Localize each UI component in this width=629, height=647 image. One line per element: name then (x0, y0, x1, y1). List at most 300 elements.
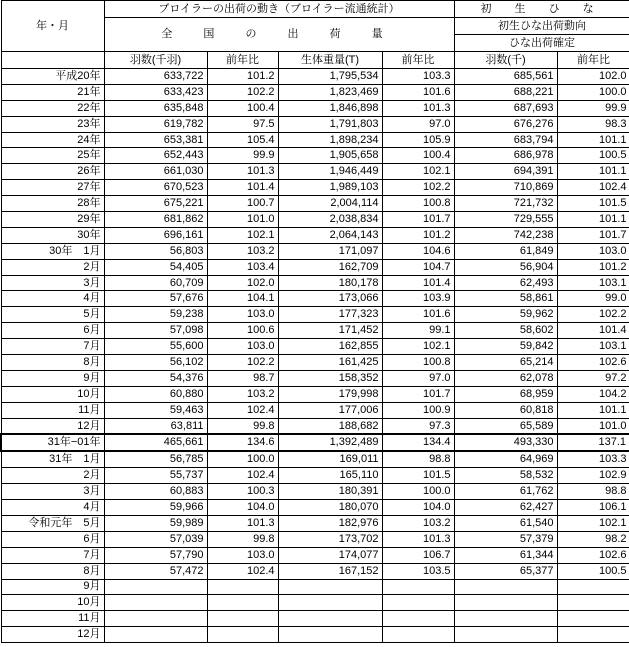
table-cell: 103.9 (382, 291, 454, 307)
table-cell: 104.1 (207, 291, 278, 307)
table-cell: 98.8 (557, 484, 629, 500)
table-cell: 676,276 (454, 116, 557, 132)
row-label: 6月 (1, 323, 104, 339)
table-cell (382, 627, 454, 643)
table-cell: 98.8 (382, 451, 454, 467)
table-cell: 161,425 (278, 355, 382, 371)
table-cell: 100.5 (557, 563, 629, 579)
table-cell: 670,523 (104, 180, 207, 196)
table-row (1, 69, 629, 85)
table-cell: 103.2 (207, 243, 278, 259)
table-cell: 742,238 (454, 227, 557, 243)
table-cell: 102.1 (382, 164, 454, 180)
table-cell: 721,732 (454, 196, 557, 212)
table-row (1, 484, 629, 500)
table-cell: 63,811 (104, 418, 207, 434)
table-cell: 174,077 (278, 547, 382, 563)
row-label: 25年 (1, 148, 104, 164)
table-cell (557, 595, 629, 611)
table-cell: 101.0 (207, 212, 278, 228)
table-cell: 101.5 (382, 468, 454, 484)
row-label: 平成20年 (1, 69, 104, 85)
table-cell: 652,443 (104, 148, 207, 164)
table-body (1, 69, 629, 643)
table-row (1, 515, 629, 531)
table-cell: 633,423 (104, 84, 207, 100)
table-row (1, 595, 629, 611)
table-cell: 104.7 (382, 259, 454, 275)
table-cell: 177,006 (278, 402, 382, 418)
table-cell: 60,709 (104, 275, 207, 291)
row-label: 26年 (1, 164, 104, 180)
table-cell: 653,381 (104, 132, 207, 148)
table-cell: 55,600 (104, 339, 207, 355)
row-label: 11月 (1, 402, 104, 418)
table-cell: 62,493 (454, 275, 557, 291)
row-label: 12月 (1, 627, 104, 643)
row-label: 10月 (1, 595, 104, 611)
table-cell: 104.6 (382, 243, 454, 259)
table-cell: 685,561 (454, 69, 557, 85)
table-cell: 102.0 (557, 69, 629, 85)
table-cell: 97.0 (382, 370, 454, 386)
table-cell: 162,709 (278, 259, 382, 275)
table-cell: 100.0 (557, 84, 629, 100)
table-cell: 180,070 (278, 500, 382, 516)
table-cell: 696,161 (104, 227, 207, 243)
table-cell (104, 595, 207, 611)
table-cell: 97.0 (382, 116, 454, 132)
table-cell (278, 611, 382, 627)
table-cell: 2,004,114 (278, 196, 382, 212)
table-cell: 100.0 (382, 484, 454, 500)
table-cell: 100.4 (207, 100, 278, 116)
table-row (1, 196, 629, 212)
table-cell: 103.5 (382, 563, 454, 579)
table-cell: 101.1 (557, 402, 629, 418)
table-cell: 99.1 (382, 323, 454, 339)
table-row (1, 275, 629, 291)
col-head-yoy: 前年比 (207, 52, 278, 69)
table-cell: 101.4 (382, 275, 454, 291)
table-cell: 65,589 (454, 418, 557, 434)
table-cell: 106.7 (382, 547, 454, 563)
table-cell: 57,098 (104, 323, 207, 339)
table-cell: 188,682 (278, 418, 382, 434)
table-row (1, 116, 629, 132)
table-cell: 65,214 (454, 355, 557, 371)
table-cell: 60,883 (104, 484, 207, 500)
table-cell: 102.4 (207, 402, 278, 418)
table-cell: 1,795,534 (278, 69, 382, 85)
table-cell: 59,238 (104, 307, 207, 323)
table-cell: 180,178 (278, 275, 382, 291)
table-cell: 137.1 (557, 434, 629, 451)
table-cell: 105.4 (207, 132, 278, 148)
national-shipment-title: 全 国 の 出 荷 量 (104, 18, 454, 52)
table-cell: 97.2 (557, 370, 629, 386)
table-cell: 98.2 (557, 531, 629, 547)
table-cell: 101.4 (207, 180, 278, 196)
table-cell: 1,392,489 (278, 434, 382, 451)
table-row (1, 323, 629, 339)
table-cell: 102.2 (207, 84, 278, 100)
table-cell: 54,376 (104, 370, 207, 386)
table-header (1, 1, 629, 69)
table-cell: 61,762 (454, 484, 557, 500)
table-cell (104, 627, 207, 643)
broiler-title: ブロイラーの出荷の動き（ブロイラー流通統計） (104, 1, 454, 18)
table-cell: 101.6 (382, 84, 454, 100)
table-cell: 102.6 (557, 355, 629, 371)
table-cell: 661,030 (104, 164, 207, 180)
table-cell: 56,102 (104, 355, 207, 371)
table-cell: 102.0 (207, 275, 278, 291)
table-cell (207, 579, 278, 595)
row-label: 11月 (1, 611, 104, 627)
table-cell: 100.7 (207, 196, 278, 212)
table-cell: 101.6 (382, 307, 454, 323)
table-cell: 182,976 (278, 515, 382, 531)
table-cell: 619,782 (104, 116, 207, 132)
table-cell: 61,540 (454, 515, 557, 531)
table-cell (557, 611, 629, 627)
table-cell (278, 627, 382, 643)
table-cell: 103.0 (557, 243, 629, 259)
table-cell: 134.4 (382, 434, 454, 451)
table-cell: 101.2 (207, 69, 278, 85)
row-label: 4月 (1, 500, 104, 516)
table-cell (207, 595, 278, 611)
table-cell: 57,379 (454, 531, 557, 547)
table-cell: 60,818 (454, 402, 557, 418)
row-label: 21年 (1, 84, 104, 100)
row-label: 31年 1月 (1, 451, 104, 467)
table-cell: 102.4 (207, 563, 278, 579)
table-row (1, 84, 629, 100)
table-row (1, 180, 629, 196)
row-label: 6月 (1, 531, 104, 547)
row-label: 7月 (1, 547, 104, 563)
table-row (1, 243, 629, 259)
table-cell: 681,862 (104, 212, 207, 228)
row-label: 8月 (1, 563, 104, 579)
table-cell: 686,978 (454, 148, 557, 164)
table-cell: 59,962 (454, 307, 557, 323)
table-row (1, 355, 629, 371)
table-cell: 103.4 (207, 259, 278, 275)
table-cell: 102.1 (207, 227, 278, 243)
table-cell: 687,693 (454, 100, 557, 116)
table-cell: 103.0 (207, 547, 278, 563)
table-cell: 99.8 (207, 418, 278, 434)
table-cell: 56,785 (104, 451, 207, 467)
table-cell: 103.2 (207, 386, 278, 402)
table-cell: 62,427 (454, 500, 557, 516)
table-cell: 180,391 (278, 484, 382, 500)
summary-row (1, 434, 629, 451)
table-cell (454, 595, 557, 611)
chick-subtitle-confirmed: ひな出荷確定 (454, 35, 629, 52)
row-label: 2月 (1, 259, 104, 275)
table-row (1, 291, 629, 307)
table-row (1, 307, 629, 323)
table-cell: 59,463 (104, 402, 207, 418)
row-label: 31年−01年 (1, 434, 104, 451)
table-row (1, 402, 629, 418)
table-cell: 106.1 (557, 500, 629, 516)
table-cell: 173,702 (278, 531, 382, 547)
table-cell: 103.3 (557, 451, 629, 467)
row-label: 28年 (1, 196, 104, 212)
table-cell: 694,391 (454, 164, 557, 180)
row-label: 27年 (1, 180, 104, 196)
table-cell: 59,842 (454, 339, 557, 355)
table-cell: 465,661 (104, 434, 207, 451)
table-row (1, 227, 629, 243)
table-cell: 61,849 (454, 243, 557, 259)
table-cell: 101.3 (382, 100, 454, 116)
col-head-weight: 生体重量(T) (278, 52, 382, 69)
table-cell: 102.2 (557, 307, 629, 323)
table-cell: 635,848 (104, 100, 207, 116)
chick-subtitle-trend: 初生ひな出荷動向 (454, 18, 629, 35)
table-cell: 100.6 (207, 323, 278, 339)
table-cell: 101.1 (557, 132, 629, 148)
table-cell: 675,221 (104, 196, 207, 212)
table-row (1, 468, 629, 484)
table-cell (278, 595, 382, 611)
table-cell: 97.5 (207, 116, 278, 132)
row-label: 3月 (1, 275, 104, 291)
table-cell (104, 579, 207, 595)
table-cell: 101.3 (382, 531, 454, 547)
table-row (1, 563, 629, 579)
table-cell: 179,998 (278, 386, 382, 402)
table-cell (207, 611, 278, 627)
row-label: 29年 (1, 212, 104, 228)
table-cell: 100.8 (382, 196, 454, 212)
table-row (1, 259, 629, 275)
table-cell: 102.2 (207, 355, 278, 371)
table-cell: 102.1 (382, 339, 454, 355)
row-label: 12月 (1, 418, 104, 434)
table-cell (557, 579, 629, 595)
table-cell (382, 595, 454, 611)
table-cell: 62,078 (454, 370, 557, 386)
table-cell: 101.2 (382, 227, 454, 243)
table-cell: 57,676 (104, 291, 207, 307)
table-cell: 57,790 (104, 547, 207, 563)
table-cell: 102.4 (207, 468, 278, 484)
table-cell: 1,823,469 (278, 84, 382, 100)
row-label: 令和元年 5月 (1, 515, 104, 531)
table-cell: 98.3 (557, 116, 629, 132)
row-label: 23年 (1, 116, 104, 132)
table-row (1, 418, 629, 434)
table-cell: 167,152 (278, 563, 382, 579)
col-head-yoy: 前年比 (557, 52, 629, 69)
table-cell: 104.2 (557, 386, 629, 402)
table-row (1, 164, 629, 180)
table-cell: 103.1 (557, 339, 629, 355)
table-cell: 100.4 (382, 148, 454, 164)
table-cell: 101.2 (557, 259, 629, 275)
table-cell: 101.0 (557, 418, 629, 434)
table-cell: 1,946,449 (278, 164, 382, 180)
col-head-chick-count: 羽数(千) (454, 52, 557, 69)
table-cell: 158,352 (278, 370, 382, 386)
table-row (1, 500, 629, 516)
row-label: 30年 (1, 227, 104, 243)
table-cell: 61,344 (454, 547, 557, 563)
table-cell: 58,532 (454, 468, 557, 484)
table-cell (278, 579, 382, 595)
table-cell: 134.6 (207, 434, 278, 451)
table-cell: 101.4 (557, 323, 629, 339)
table-cell: 2,064,143 (278, 227, 382, 243)
table-cell: 633,722 (104, 69, 207, 85)
table-cell: 60,880 (104, 386, 207, 402)
table-cell: 710,869 (454, 180, 557, 196)
row-label: 9月 (1, 370, 104, 386)
table-cell: 683,794 (454, 132, 557, 148)
table-cell (382, 579, 454, 595)
table-cell (207, 627, 278, 643)
table-row (1, 531, 629, 547)
table-cell: 99.0 (557, 291, 629, 307)
table-cell: 99.8 (207, 531, 278, 547)
table-cell: 101.7 (382, 212, 454, 228)
table-cell: 102.1 (557, 515, 629, 531)
table-cell: 2,038,834 (278, 212, 382, 228)
table-cell (104, 611, 207, 627)
table-cell: 65,377 (454, 563, 557, 579)
table-row (1, 451, 629, 467)
table-cell: 688,221 (454, 84, 557, 100)
table-cell: 103.3 (382, 69, 454, 85)
col-head-count: 羽数(千羽) (104, 52, 207, 69)
table-cell: 103.0 (207, 339, 278, 355)
table-row (1, 386, 629, 402)
table-row (1, 611, 629, 627)
table-cell: 56,803 (104, 243, 207, 259)
table-cell: 101.3 (207, 515, 278, 531)
table-cell: 162,855 (278, 339, 382, 355)
table-cell: 98.7 (207, 370, 278, 386)
table-row (1, 132, 629, 148)
table-cell (454, 579, 557, 595)
table-cell: 100.8 (382, 355, 454, 371)
col-head-yoy: 前年比 (382, 52, 454, 69)
table-cell: 1,791,803 (278, 116, 382, 132)
table-cell: 101.3 (207, 164, 278, 180)
row-label: 7月 (1, 339, 104, 355)
table-cell: 59,989 (104, 515, 207, 531)
table-cell: 55,737 (104, 468, 207, 484)
table-cell: 105.9 (382, 132, 454, 148)
table-row (1, 100, 629, 116)
table-cell: 729,555 (454, 212, 557, 228)
table-cell: 169,011 (278, 451, 382, 467)
table-row (1, 339, 629, 355)
table-cell: 177,323 (278, 307, 382, 323)
table-cell: 100.9 (382, 402, 454, 418)
table-cell (454, 611, 557, 627)
table-cell: 101.1 (557, 212, 629, 228)
row-label: 9月 (1, 579, 104, 595)
table-cell: 493,330 (454, 434, 557, 451)
row-label: 4月 (1, 291, 104, 307)
table-cell: 101.5 (557, 196, 629, 212)
table-row (1, 627, 629, 643)
table-cell: 99.9 (557, 100, 629, 116)
table-cell: 100.3 (207, 484, 278, 500)
table-cell: 104.0 (207, 500, 278, 516)
table-cell (382, 611, 454, 627)
table-cell: 100.0 (207, 451, 278, 467)
table-cell: 102.4 (557, 180, 629, 196)
table-cell: 171,097 (278, 243, 382, 259)
table-cell: 99.9 (207, 148, 278, 164)
table-cell: 100.5 (557, 148, 629, 164)
table-cell: 102.9 (557, 468, 629, 484)
table-row (1, 148, 629, 164)
table-cell: 173,066 (278, 291, 382, 307)
table-cell: 103.0 (207, 307, 278, 323)
table-cell: 104.0 (382, 500, 454, 516)
table-cell: 101.7 (382, 386, 454, 402)
table-cell: 59,966 (104, 500, 207, 516)
table-cell: 103.1 (557, 275, 629, 291)
table-cell (557, 627, 629, 643)
row-label: 24年 (1, 132, 104, 148)
chick-title: 初 生 ひ な (454, 1, 629, 18)
table-cell: 103.2 (382, 515, 454, 531)
table-cell: 56,904 (454, 259, 557, 275)
table-cell: 57,472 (104, 563, 207, 579)
table-row (1, 370, 629, 386)
year-month-header: 年・月 (1, 1, 104, 52)
table-cell: 58,602 (454, 323, 557, 339)
table-cell: 1,989,103 (278, 180, 382, 196)
table-cell: 1,898,234 (278, 132, 382, 148)
table-cell: 97.3 (382, 418, 454, 434)
table-cell: 102.2 (382, 180, 454, 196)
table-cell: 64,969 (454, 451, 557, 467)
table-cell: 171,452 (278, 323, 382, 339)
table-row (1, 579, 629, 595)
table-cell (454, 627, 557, 643)
table-cell: 102.6 (557, 547, 629, 563)
column-header-row (1, 52, 629, 69)
table-cell: 1,846,898 (278, 100, 382, 116)
table-row (1, 547, 629, 563)
row-label: 2月 (1, 468, 104, 484)
row-label: 5月 (1, 307, 104, 323)
table-cell: 165,110 (278, 468, 382, 484)
table-cell: 57,039 (104, 531, 207, 547)
row-label: 3月 (1, 484, 104, 500)
table-cell: 101.7 (557, 227, 629, 243)
row-label: 30年 1月 (1, 243, 104, 259)
table-cell: 58,861 (454, 291, 557, 307)
table-cell: 54,405 (104, 259, 207, 275)
table-row (1, 212, 629, 228)
table-cell: 1,905,658 (278, 148, 382, 164)
row-label: 8月 (1, 355, 104, 371)
table-cell: 101.1 (557, 164, 629, 180)
